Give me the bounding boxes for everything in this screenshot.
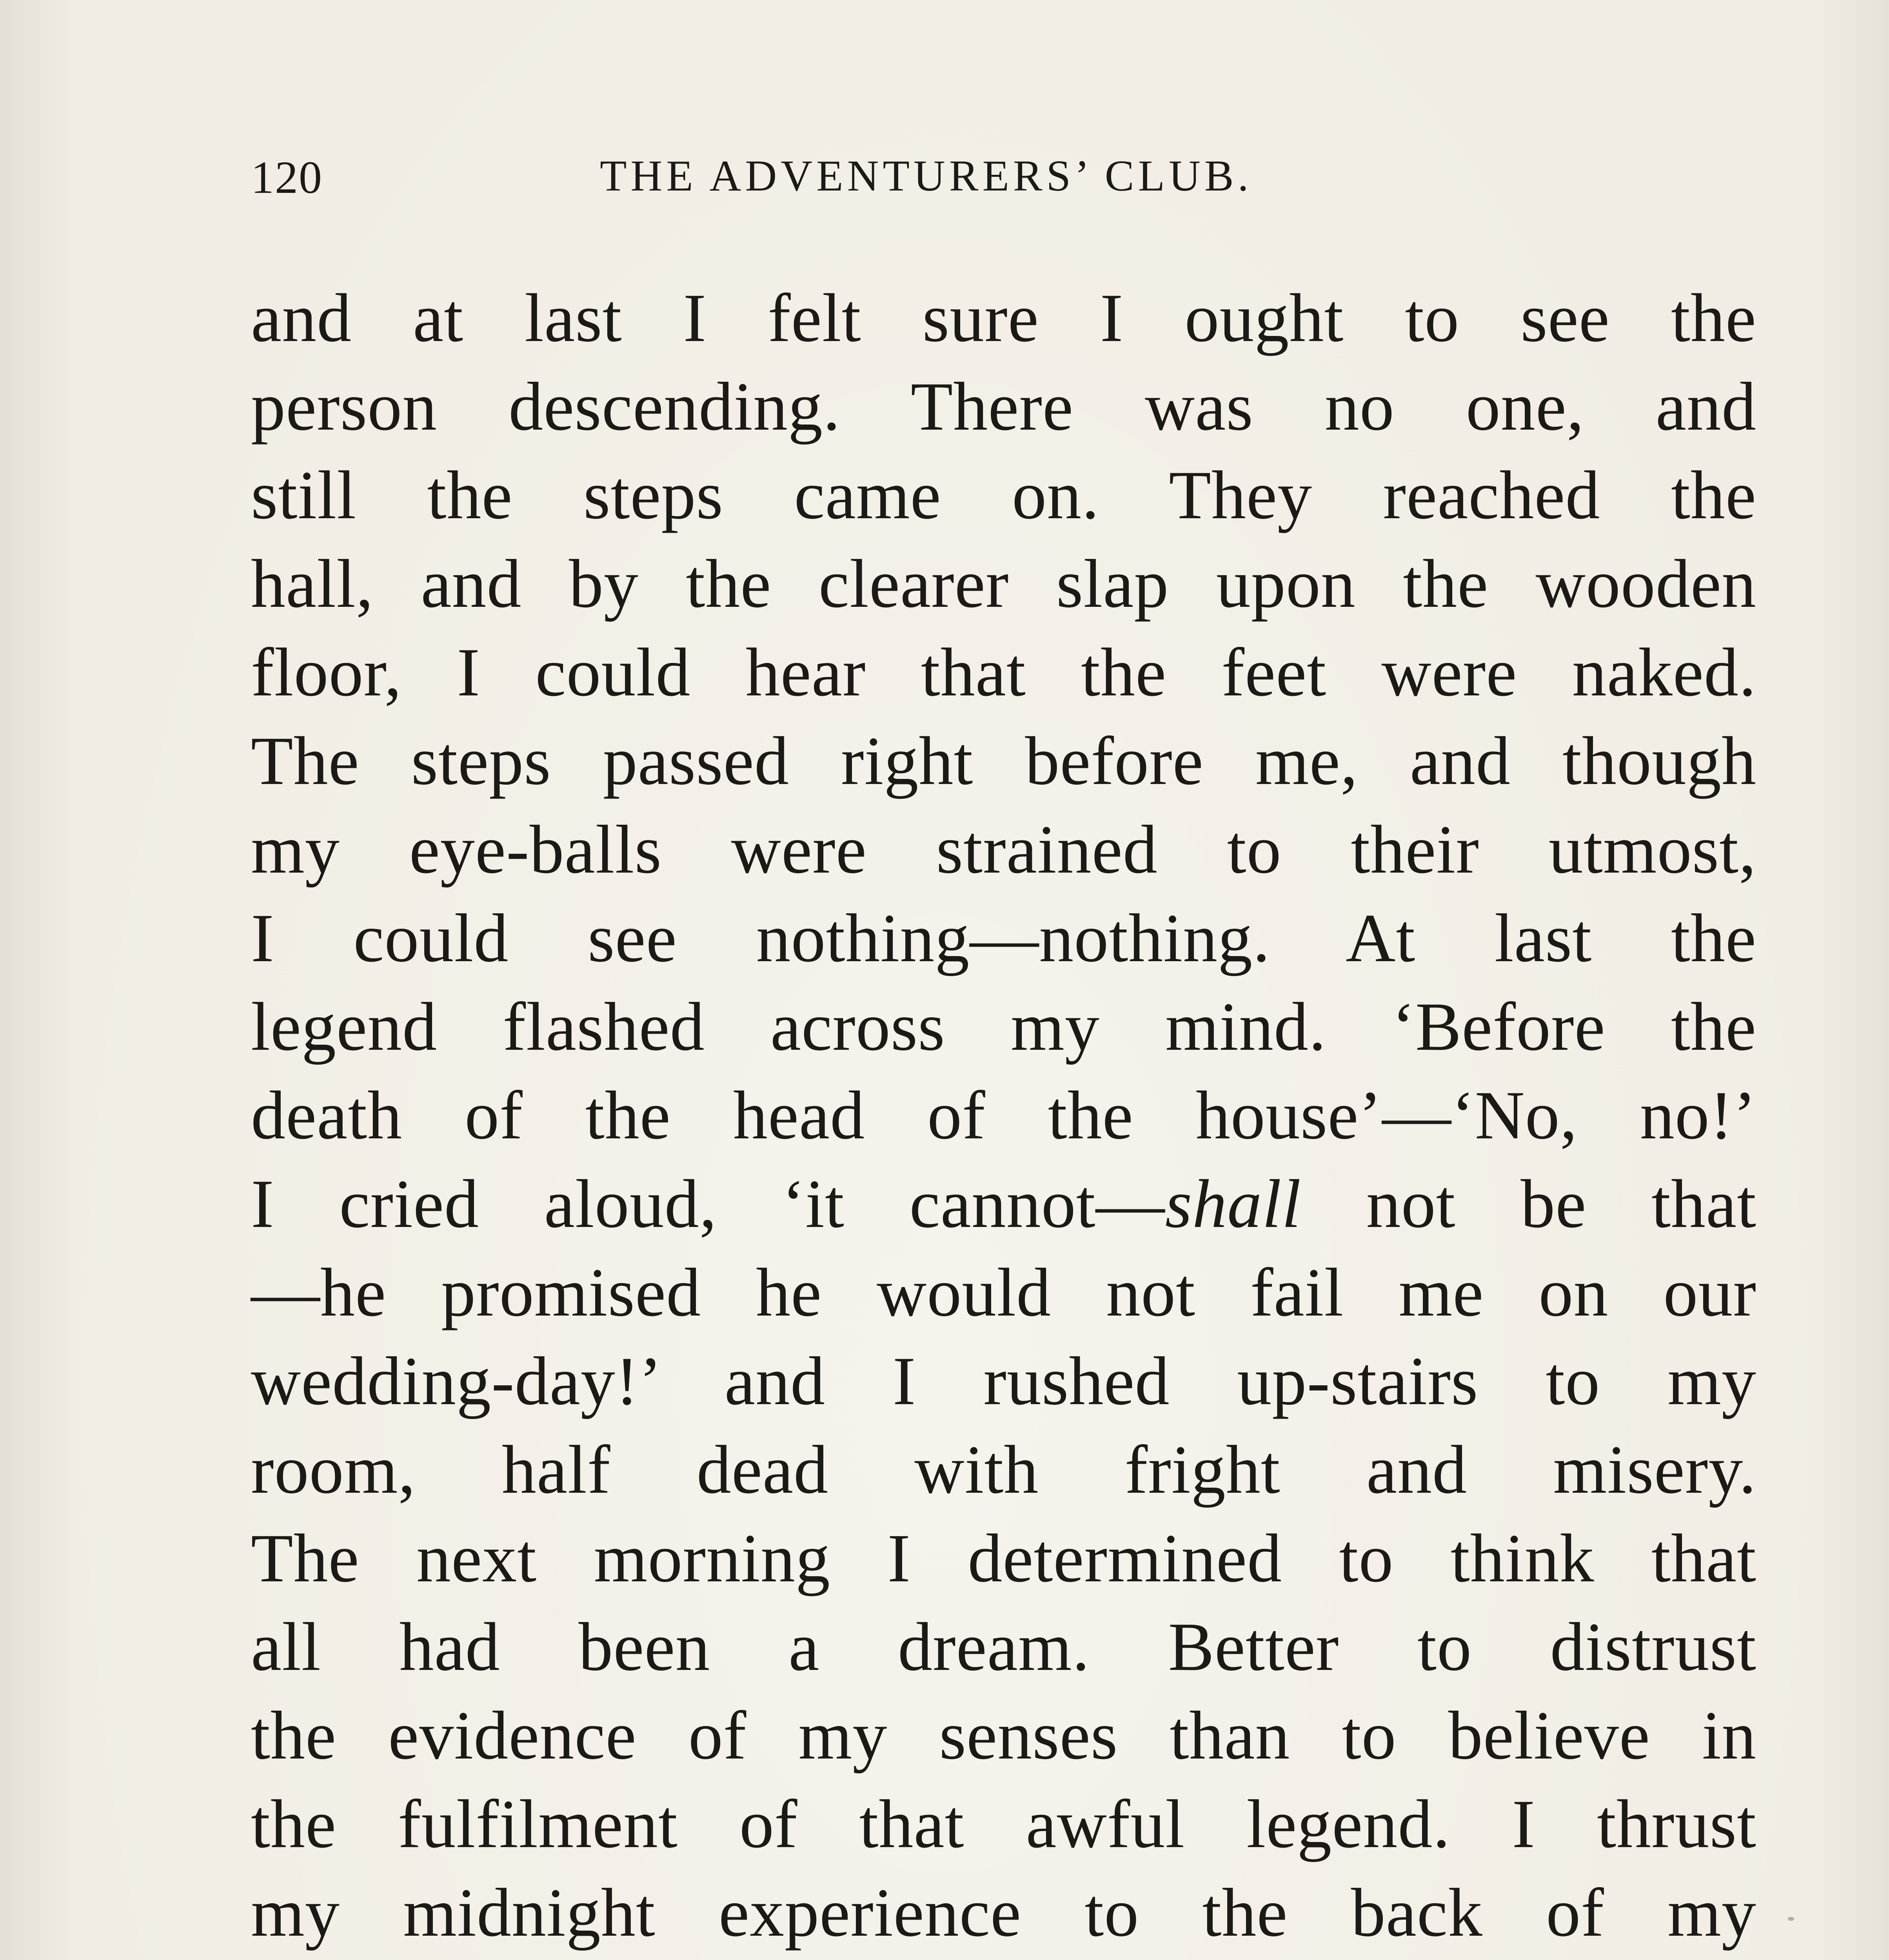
text-line: the fulfilment of that awful legend. I thrust	[251, 1786, 1756, 1862]
text-segment: I cried aloud, ‘it cannot—	[251, 1166, 1165, 1242]
text-line: and at last I felt sure I ought to see the	[251, 280, 1756, 356]
text-line: all had been a dream. Better to distrust	[251, 1609, 1756, 1685]
paper-speck	[1788, 1917, 1794, 1921]
text-line: my eye-balls were strained to their utmost,	[251, 811, 1756, 888]
text-line: hall, and by the clearer slap upon the wooden	[251, 546, 1756, 622]
page-header	[251, 151, 1756, 214]
page-number: 120	[251, 152, 323, 203]
text-line: wedding-day!’ and I rushed up-stairs to my	[251, 1343, 1756, 1419]
text-line: my midnight experience to the back of my	[251, 1875, 1756, 1951]
text-line: the evidence of my senses than to believe in	[251, 1697, 1756, 1774]
running-title: THE ADVENTURERS’ CLUB.	[600, 152, 1253, 200]
text-line: floor, I could hear that the feet were naked.	[251, 634, 1756, 711]
text-line: legend flashed across my mind. ‘Before the	[251, 989, 1756, 1065]
text-segment: not be that	[1301, 1166, 1756, 1242]
emphasized-word: shall	[1165, 1166, 1301, 1242]
text-line: room, half dead with fright and misery.	[251, 1432, 1756, 1508]
text-line: —he promised he would not fail me on our	[251, 1254, 1756, 1331]
text-line: person descending. There was no one, and	[251, 368, 1756, 445]
text-line: The steps passed right before me, and though	[251, 723, 1756, 799]
text-line: I could see nothing—nothing. At last the	[251, 900, 1756, 976]
text-line: still the steps came on. They reached the	[251, 457, 1756, 534]
text-line: death of the head of the house’—‘No, no!’	[251, 1077, 1756, 1154]
text-line-with-emphasis	[251, 1160, 1756, 1248]
text-line	[251, 1958, 1756, 1960]
body-text	[251, 274, 1756, 1960]
text-line: The next morning I determined to think that	[251, 1520, 1756, 1597]
